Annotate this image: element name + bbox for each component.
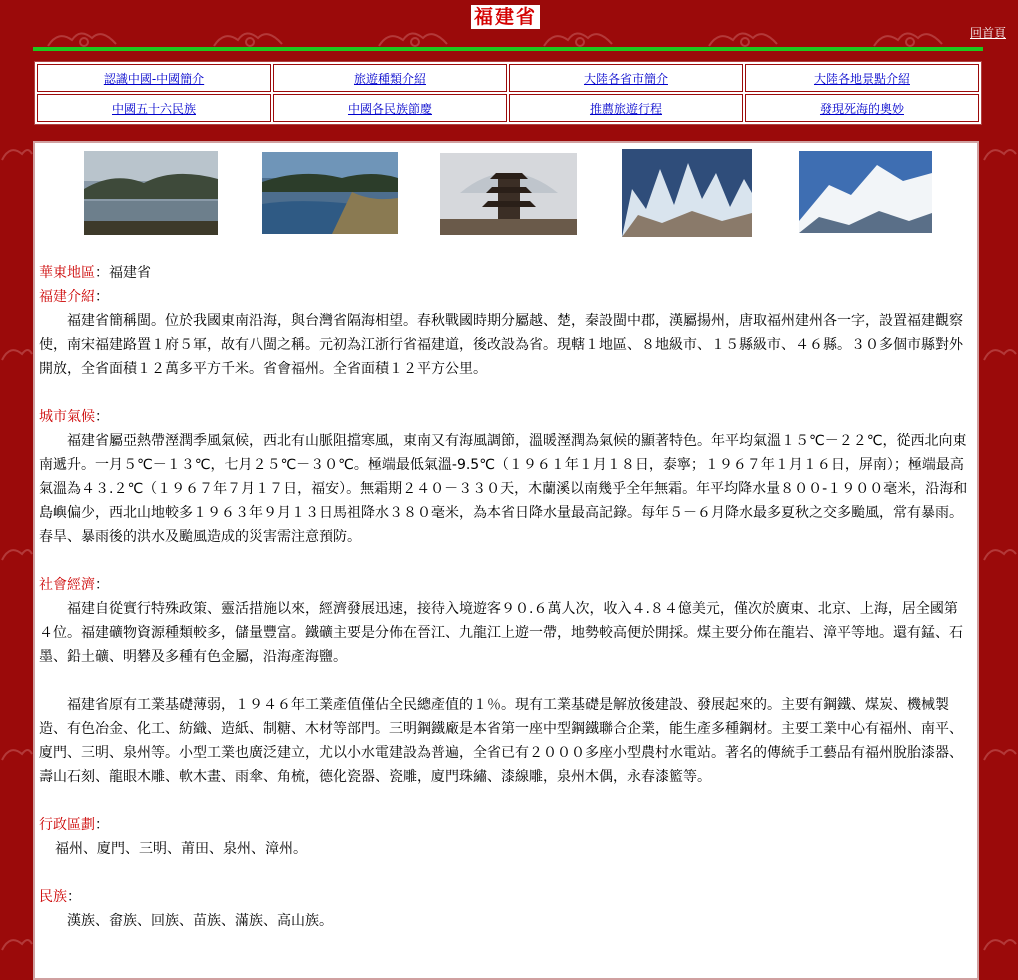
ethnic-label: 民族 [39, 889, 67, 905]
photo-snow-mountain [799, 151, 932, 233]
admin-heading: 行政區劃： [39, 817, 109, 833]
intro-heading: 福建介紹： [39, 289, 109, 305]
cloud-decoration [982, 540, 1018, 566]
photo-lake [84, 151, 218, 235]
economy-heading: 社會經濟： [39, 577, 109, 593]
ethnic-paragraph: 漢族、畲族、回族、苗族、滿族、高山族。 [67, 913, 333, 929]
nav-cell [37, 94, 271, 122]
cloud-decoration [0, 930, 34, 956]
cloud-decoration [0, 540, 34, 566]
economy-label: 社會經濟 [39, 577, 95, 593]
page-title: 福建省 [471, 5, 540, 29]
nav-link-travel-types[interactable]: 旅遊種類介紹 [353, 71, 426, 86]
admin-divisions: 福州、廈門、三明、莆田、泉州、漳州。 [55, 841, 307, 857]
home-link[interactable]: 回首頁 [970, 26, 1007, 40]
cloud-decoration [982, 930, 1018, 956]
nav-link-china-intro[interactable]: 認識中國-中國簡介 [103, 71, 205, 86]
economy-paragraph-2: 福建省原有工業基礎薄弱，１９４６年工業產值僅佔全民總產值的１％。現有工業基礎是解放後建設、發展起來的。主要有鋼鐵、煤炭、機械製造、有色冶金、化工、紡織、造紙、制糖、木材等部門。三明鋼鐵廠是本省第一座中型鋼鐵聯合企業，能生產多種鋼材。主要工業中心有福州、南平、廈門、三明、泉州等。小型工業也廣泛建立，尤以小水電建設為普遍，全省已有２０００多座小型農村水電站。著名的傳統手工藝品有福州脫胎漆器、壽山石刻、龍眼木雕、軟木畫、雨傘、角梳，德化瓷器、瓷雕，廈門珠繡、漆線雕，泉州木偶，永春漆籃等。 [39, 697, 963, 785]
climate-heading: 城市氣候： [39, 409, 109, 425]
photo-river [262, 152, 398, 234]
admin-label: 行政區劃 [39, 817, 95, 833]
nav-cell [509, 94, 743, 122]
nav-table [34, 61, 982, 125]
photo-strip [35, 143, 977, 243]
ethnic-heading: 民族： [39, 889, 81, 905]
cloud-decoration [982, 140, 1018, 166]
intro-paragraph: 福建省簡稱閩。位於我國東南沿海，與台灣省隔海相望。春秋戰國時期分屬越、楚，秦設閩中郡，漢屬揚州，唐取福州建州各一字，設置福建觀察使，南宋福建路置１府５軍，故有八閩之稱。元初為江浙行省福建道，後改設為省。現轄１地區、８地級市、１５縣級市、４６縣。３０多個市縣對外開放，全省面積１２萬多平方千米。省會福州。全省面積１２平方公里。 [39, 313, 963, 377]
nav-cell [509, 64, 743, 92]
nav-cell [745, 64, 979, 92]
nav-link-provinces[interactable]: 大陸各省市簡介 [583, 71, 668, 86]
photo-temple [440, 153, 577, 235]
region-line: 華東地區：福建省 [39, 265, 151, 281]
cloud-decoration [0, 740, 34, 766]
cloud-decoration [982, 340, 1018, 366]
nav-cell [37, 64, 271, 92]
nav-link-festivals[interactable]: 中國各民族節慶 [347, 101, 432, 116]
divider [33, 47, 983, 51]
climate-label: 城市氣候 [39, 409, 95, 425]
climate-paragraph: 福建省屬亞熱帶溼潤季風氣候，西北有山脈阻擋寒風，東南又有海風調節，溫暖溼潤為氣候的顯著特色。年平均氣溫１５℃－２２℃，從西北向東南遞升。一月５℃－１３℃，七月２５℃－３０℃。極端最低氣溫-9.5℃（１９６１年１月１８日，泰寧；１９６７年１月１６日，屏南）；極端最高氣溫為４３.２℃（１９６７年７月１７日，福安）。無霜期２４０－３３０天，木蘭溪以南幾乎全年無霜。年平均降水量８００-１９００毫米，沿海和島嶼偏少，西北山地較多１９６３年９月１３日馬祖降水３８０毫米，為本省日降水量最高記錄。每年５－６月降水最多夏秋之交多颱風，常有暴雨。春旱、暴雨後的洪水及颱風造成的災害需注意預防。 [39, 433, 968, 545]
article-body [39, 261, 969, 933]
cloud-decoration [982, 740, 1018, 766]
region-value: 福建省 [109, 265, 151, 281]
content-panel [33, 141, 979, 980]
intro-label: 福建介紹 [39, 289, 95, 305]
cloud-decoration [0, 340, 34, 366]
nav-cell [745, 94, 979, 122]
photo-glacier [622, 149, 752, 237]
economy-paragraph-1: 福建自從實行特殊政策、靈活措施以來，經濟發展迅速，接待入境遊客９０.６萬人次，收入４.８４億美元，僅次於廣東、北京、上海，居全國第４位。福建礦物資源種類較多，儲量豐富。鐵礦主要是分佈在晉江、九龍江上遊一帶，地勢較高便於開採。煤主要分佈在龍岩、漳平等地。還有錳、石墨、鉛土礦、明礬及多種有色金屬，沿海產海鹽。 [39, 601, 963, 665]
nav-cell [273, 94, 507, 122]
region-label: 華東地區 [39, 265, 95, 281]
nav-link-itineraries[interactable]: 推薦旅遊行程 [589, 101, 662, 116]
cloud-decoration [0, 140, 34, 166]
nav-link-ethnic-groups[interactable]: 中國五十六民族 [111, 101, 196, 116]
nav-link-dead-sea[interactable]: 發現死海的奧妙 [819, 101, 904, 116]
nav-link-attractions[interactable]: 大陸各地景點介紹 [813, 71, 910, 86]
nav-cell [273, 64, 507, 92]
